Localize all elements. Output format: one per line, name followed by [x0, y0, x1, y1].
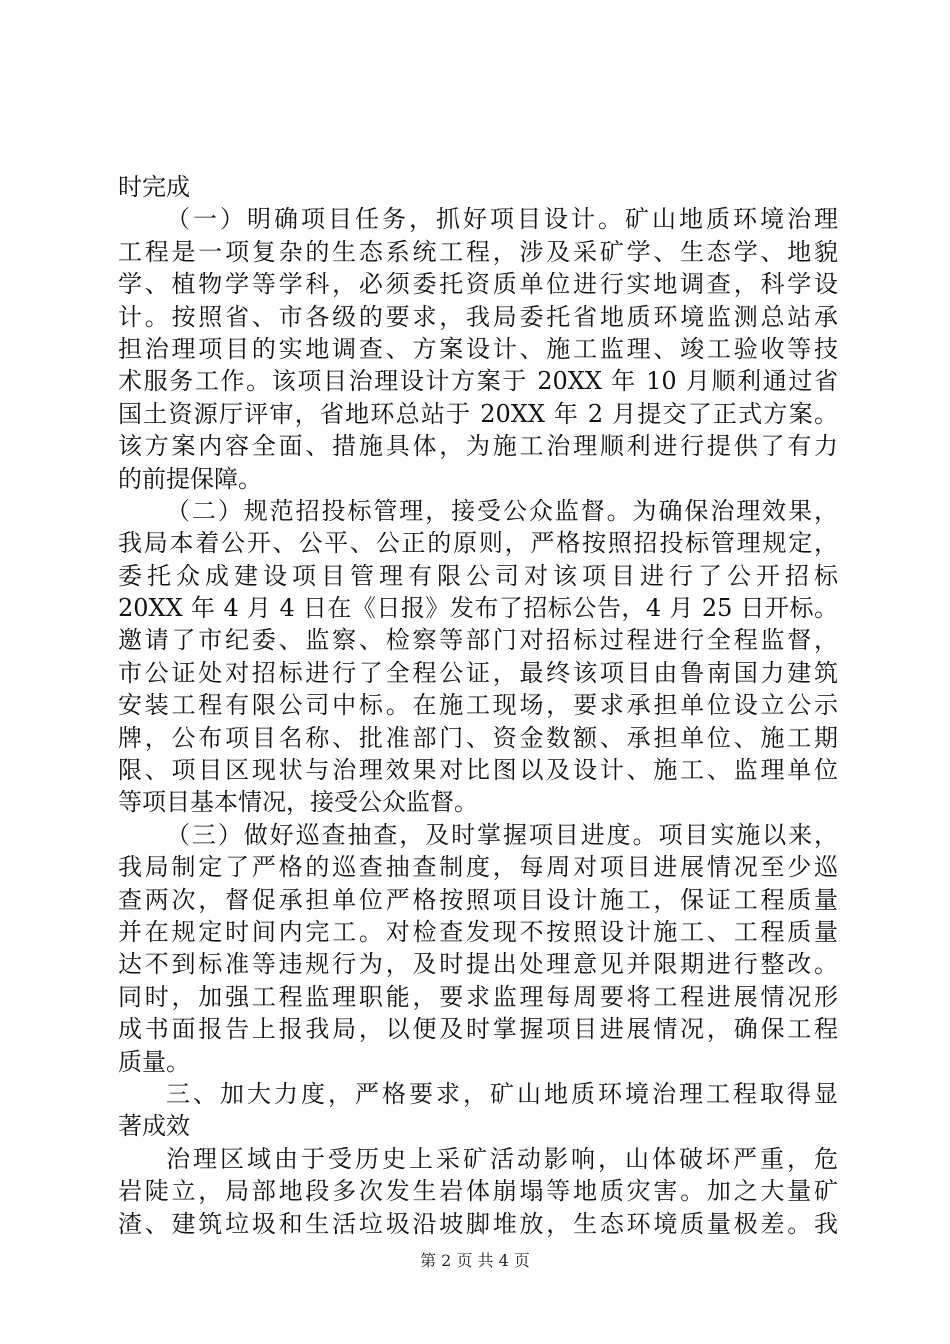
text-line: 质量。 [118, 1047, 190, 1076]
text-line: 术服务工作。该项目治理设计方案于 20XX 年 10 月顺利通过省 [118, 367, 838, 396]
text-line: 担治理项目的实地调查、方案设计、施工监理、竣工验收等技 [118, 334, 838, 363]
text-line: 计。按照省、市各级的要求，我局委托省地质环境监测总站承 [118, 302, 838, 331]
text-line: 邀请了市纪委、监察、检察等部门对招标过程进行全程监督， [118, 626, 838, 655]
text-line: 安装工程有限公司中标。在施工现场，要求承担单位设立公示 [118, 691, 838, 720]
page-number-label: 第 2 页 共 4 页 [420, 1251, 530, 1270]
text-line: （三）做好巡查抽查，及时掌握项目进度。项目实施以来， [166, 820, 838, 849]
text-line: 并在规定时间内完工。对检查发现不按照设计施工、工程质量 [118, 917, 838, 946]
document-body [118, 171, 838, 1240]
text-line: 时完成 [118, 173, 190, 201]
text-line: 国土资源厅评审，省地环总站于 20XX 年 2 月提交了正式方案。 [118, 399, 838, 428]
text-line: 治理区域由于受历史上采矿活动影响，山体破坏严重，危 [166, 1144, 838, 1173]
text-line: 岩陡立，局部地段多次发生岩体崩塌等地质灾害。加之大量矿 [118, 1177, 838, 1206]
text-line: （一）明确项目任务，抓好项目设计。矿山地质环境治理 [166, 205, 838, 234]
text-line: 该方案内容全面、措施具体，为施工治理顺利进行提供了有力 [118, 432, 838, 461]
text-line: 等项目基本情况，接受公众监督。 [118, 788, 478, 817]
text-line: 牌，公布项目名称、批准部门、资金数额、承担单位、施工期 [118, 723, 838, 752]
text-line: 我局本着公开、公平、公正的原则，严格按照招投标管理规定， [118, 529, 838, 558]
text-line: 著成效 [118, 1112, 190, 1141]
page-footer [0, 1248, 950, 1271]
text-line: 市公证处对招标进行了全程公证，最终该项目由鲁南国力建筑 [118, 658, 838, 687]
text-line: 渣、建筑垃圾和生活垃圾沿坡脚堆放，生态环境质量极差。我 [118, 1209, 838, 1238]
text-line: 同时，加强工程监理职能，要求监理每周要将工程进展情况形 [118, 982, 838, 1011]
text-line: 达不到标准等违规行为，及时提出处理意见并限期进行整改。 [118, 950, 838, 979]
text-line: 的前提保障。 [118, 464, 262, 493]
text-line: 20XX 年 4 月 4 日在《日报》发布了招标公告，4 月 25 日开标。 [118, 594, 838, 623]
text-line: 查两次，督促承担单位严格按照项目设计施工，保证工程质量 [118, 885, 838, 914]
text-line: 工程是一项复杂的生态系统工程，涉及采矿学、生态学、地貌 [118, 237, 838, 266]
text-line: 成书面报告上报我局，以便及时掌握项目进展情况，确保工程 [118, 1015, 838, 1044]
text-line: 限、项目区现状与治理效果对比图以及设计、施工、监理单位 [118, 756, 838, 785]
text-line: 委托众成建设项目管理有限公司对该项目进行了公开招标 [118, 561, 838, 590]
text-line: 学、植物学等学科，必须委托资质单位进行实地调查，科学设 [118, 270, 838, 299]
text-line: （二）规范招投标管理，接受公众监督。为确保治理效果， [166, 496, 838, 525]
text-line: 我局制定了严格的巡查抽查制度，每周对项目进展情况至少巡 [118, 853, 838, 882]
text-line: 三、加大力度，严格要求，矿山地质环境治理工程取得显 [166, 1079, 838, 1108]
